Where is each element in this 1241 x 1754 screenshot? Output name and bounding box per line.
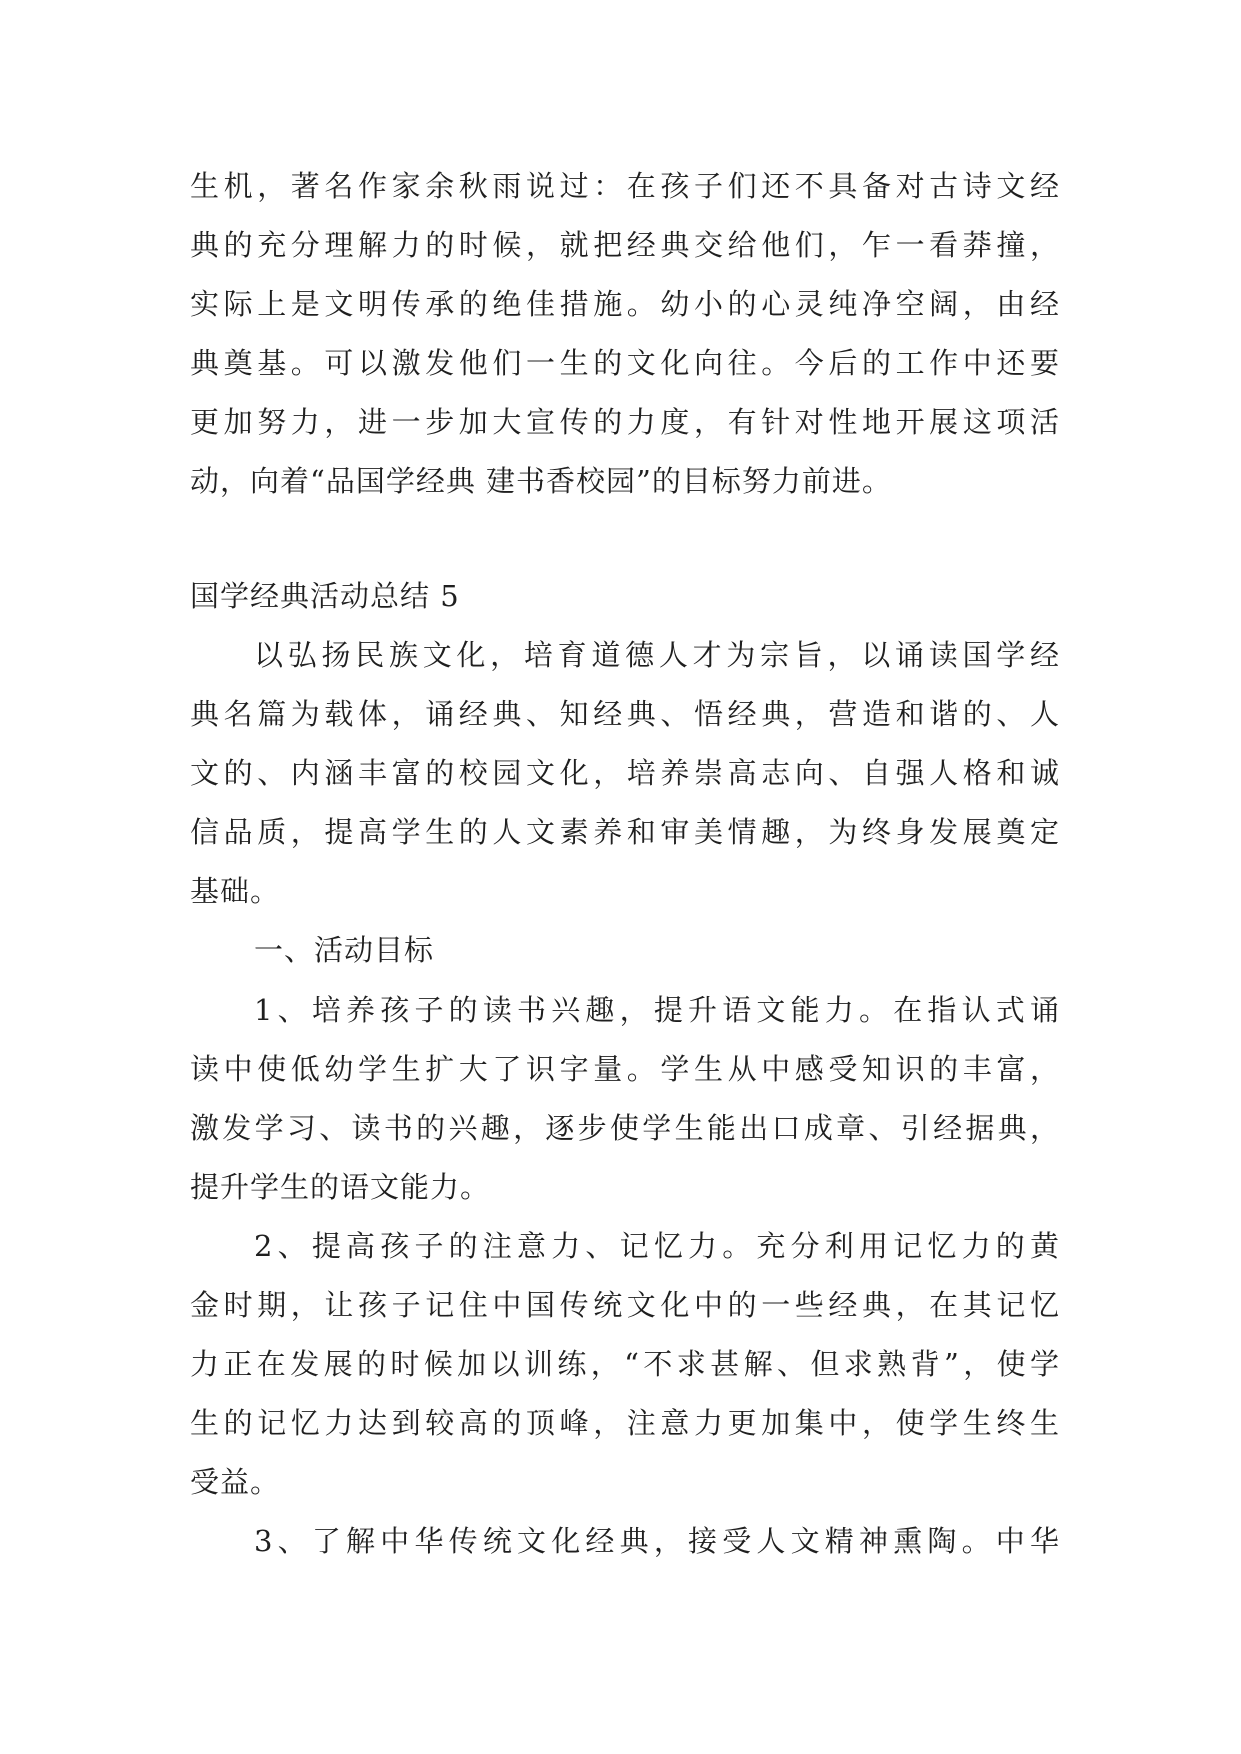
- paragraph-line: 2、提高孩子的注意力、记忆力。充分利用记忆力的黄: [254, 1229, 1060, 1263]
- paragraph-line: 力正在发展的时候加以训练，“不求甚解、但求熟背”，使学: [190, 1347, 1060, 1381]
- paragraph-line: 典名篇为载体，诵经典、知经典、悟经典，营造和谐的、人: [190, 697, 1060, 731]
- paragraph-line: 受益。: [190, 1465, 281, 1499]
- paragraph-line: 读中使低幼学生扩大了识字量。学生从中感受知识的丰富，: [190, 1052, 1060, 1086]
- paragraph-line: 信品质，提高学生的人文素养和审美情趣，为终身发展奠定: [190, 815, 1060, 849]
- paragraph-line: 典的充分理解力的时候，就把经典交给他们，乍一看莽撞，: [190, 228, 1060, 262]
- paragraph-line: 典奠基。可以激发他们一生的文化向往。今后的工作中还要: [190, 346, 1060, 380]
- paragraph-line: 提升学生的语文能力。: [190, 1170, 491, 1204]
- paragraph-line: 3、了解中华传统文化经典，接受人文精神熏陶。中华: [254, 1524, 1060, 1558]
- section-title: 国学经典活动总结 5: [190, 579, 460, 613]
- paragraph-line: 生机，著名作家余秋雨说过：在孩子们还不具备对古诗文经: [190, 169, 1060, 203]
- paragraph-line: 以弘扬民族文化，培育道德人才为宗旨，以诵读国学经: [254, 638, 1060, 672]
- paragraph-line: 文的、内涵丰富的校园文化，培养崇高志向、自强人格和诚: [190, 756, 1060, 790]
- paragraph-line: 激发学习、读书的兴趣，逐步使学生能出口成章、引经据典，: [190, 1111, 1060, 1145]
- paragraph-line: 实际上是文明传承的绝佳措施。幼小的心灵纯净空阔，由经: [190, 287, 1060, 321]
- paragraph-line: 基础。: [190, 874, 281, 908]
- paragraph-line: 更加努力，进一步加大宣传的力度，有针对性地开展这项活: [190, 405, 1060, 439]
- paragraph-line: 生的记忆力达到较高的顶峰，注意力更加集中，使学生终生: [190, 1406, 1060, 1440]
- paragraph-line: 动，向着“品国学经典 建书香校园”的目标努力前进。: [190, 464, 892, 498]
- paragraph-line: 1、培养孩子的读书兴趣，提升语文能力。在指认式诵: [254, 993, 1060, 1027]
- subheading: 一、活动目标: [254, 933, 435, 967]
- paragraph-line: 金时期，让孩子记住中国传统文化中的一些经典，在其记忆: [190, 1288, 1060, 1322]
